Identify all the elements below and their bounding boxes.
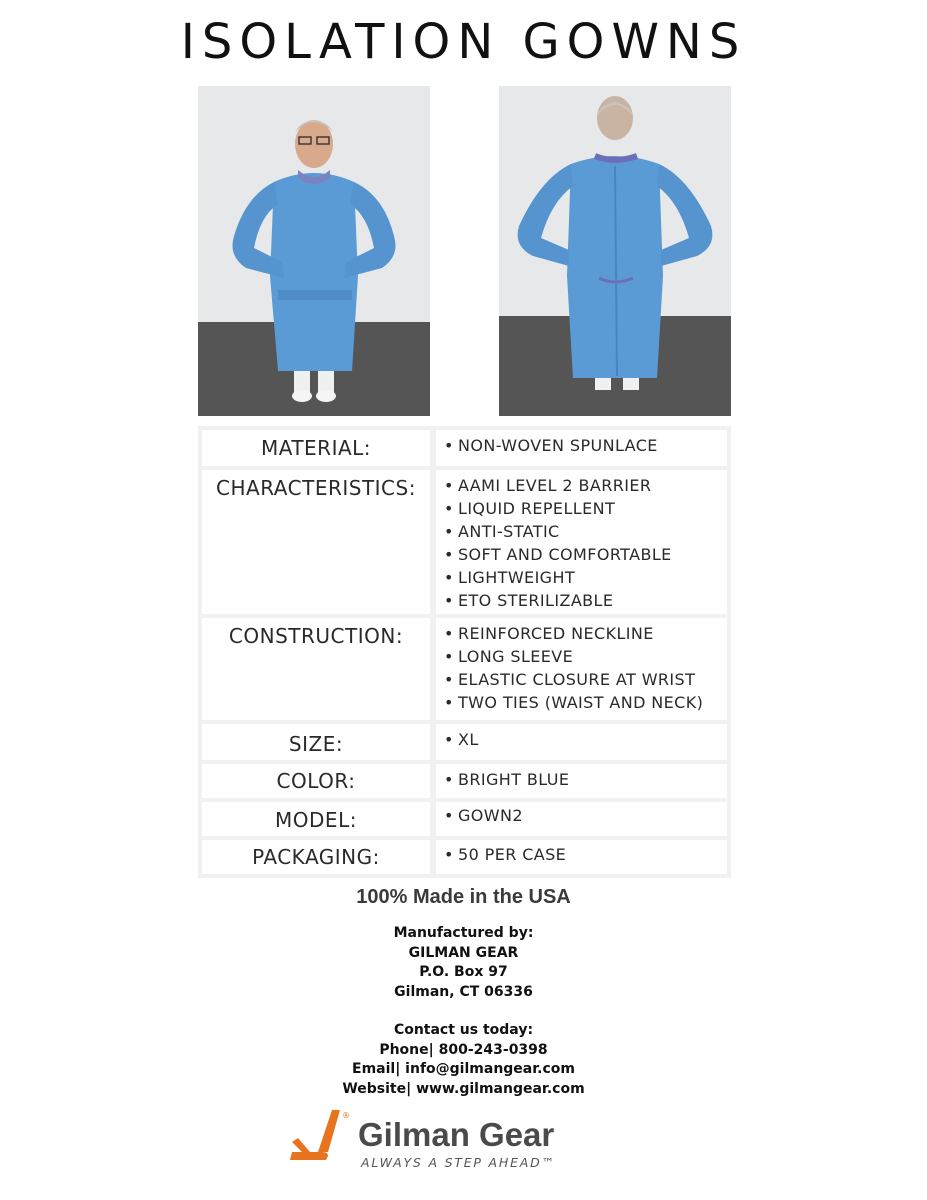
spec-row-model: [202, 802, 727, 836]
spec-value: • TWO TIES (WAIST AND NECK): [444, 693, 704, 712]
manufacturer-heading: Manufactured by:: [393, 925, 534, 941]
registered-mark: ®: [342, 1111, 350, 1120]
spec-label: CHARACTERISTICS:: [216, 476, 416, 500]
manufacturer-block: [0, 924, 927, 1002]
manufacturer-name: GILMAN GEAR: [408, 944, 519, 961]
spec-value: • REINFORCED NECKLINE: [444, 624, 654, 643]
back-view-photo: [499, 86, 731, 416]
orange-step-logo-icon: [288, 1108, 354, 1168]
contact-phone: Phone| 800-243-0398: [379, 1041, 548, 1058]
spec-row-packaging: [202, 840, 727, 874]
spec-value: • LONG SLEEVE: [444, 647, 574, 666]
spec-value: • SOFT AND COMFORTABLE: [444, 545, 672, 564]
company-logo: [288, 1108, 628, 1176]
spec-value: • LIQUID REPELLENT: [444, 499, 616, 518]
logo-tagline: ALWAYS A STEP AHEAD™: [361, 1155, 556, 1170]
front-view-photo: [198, 86, 430, 416]
contact-block: [0, 1021, 927, 1099]
spec-row-material: [202, 430, 727, 466]
spec-value: • NON-WOVEN SPUNLACE: [444, 436, 658, 455]
spec-row-characteristics: [202, 470, 727, 614]
specification-table: [198, 426, 731, 878]
spec-value: • 50 PER CASE: [444, 845, 567, 864]
person-front-photo-icon: [198, 86, 430, 416]
spec-row-color: [202, 764, 727, 798]
spec-value: • LIGHTWEIGHT: [444, 568, 576, 587]
contact-heading: Contact us today:: [393, 1022, 534, 1038]
manufacturer-po-box: P.O. Box 97: [419, 964, 508, 980]
spec-label: CONSTRUCTION:: [228, 624, 404, 648]
contact-email: Email| info@gilmangear.com: [352, 1061, 575, 1077]
spec-label: COLOR:: [276, 769, 356, 793]
manufacturer-city: Gilman, CT 06336: [394, 983, 533, 1000]
person-back-photo-icon: [499, 86, 731, 416]
spec-label: MODEL:: [275, 808, 357, 832]
page-title: ISOLATION GOWNS: [180, 14, 747, 70]
spec-value: • GOWN2: [444, 806, 523, 825]
spec-value: • ANTI-STATIC: [444, 522, 560, 541]
spec-value: • ELASTIC CLOSURE AT WRIST: [444, 670, 696, 689]
spec-label: MATERIAL:: [260, 436, 372, 460]
spec-row-size: [202, 724, 727, 760]
spec-value: • ETO STERILIZABLE: [444, 591, 614, 610]
spec-row-construction: [202, 618, 727, 720]
logo-name: Gilman Gear: [358, 1116, 555, 1153]
spec-label: PACKAGING:: [252, 845, 380, 869]
spec-label: SIZE:: [288, 732, 344, 756]
contact-website: Website| www.gilmangear.com: [342, 1080, 585, 1097]
spec-value: • XL: [444, 730, 479, 749]
made-in-usa-text: 100% Made in the USA: [356, 886, 571, 908]
spec-value: • BRIGHT BLUE: [444, 770, 570, 789]
spec-value: • AAMI LEVEL 2 BARRIER: [444, 476, 652, 495]
